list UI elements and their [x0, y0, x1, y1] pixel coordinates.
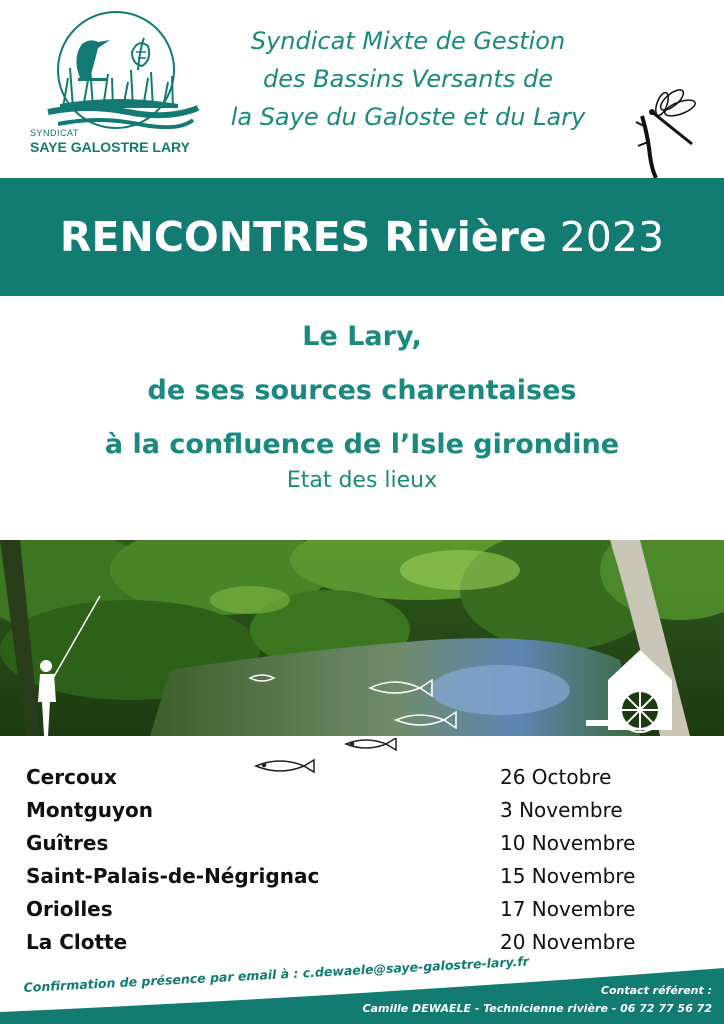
schedule-date: 17 Novembre	[500, 896, 636, 921]
schedule-row	[26, 892, 686, 925]
subtitle-line: Le Lary,	[302, 321, 422, 352]
schedule-date: 26 Octobre	[500, 764, 612, 789]
dragonfly-icon	[634, 86, 706, 180]
schedule-town: Oriolles	[26, 896, 113, 921]
schedule-row	[26, 859, 686, 892]
schedule-date: 3 Novembre	[500, 797, 623, 822]
org-line: la Saye du Galoste et du Lary	[230, 103, 586, 131]
schedule-town: Guîtres	[26, 830, 109, 855]
contact-details: Camille DEWAELE - Technicienne rivière - 06 72 77 56 72	[362, 1002, 712, 1015]
banner-title-text: RENCONTRES Rivière	[59, 213, 547, 261]
river-photo	[0, 540, 724, 736]
schedule-row	[26, 925, 686, 958]
schedule-list	[26, 760, 686, 958]
schedule-town: Cercoux	[26, 764, 117, 789]
schedule-row	[26, 826, 686, 859]
confirmation-email[interactable]: Confirmation de présence par email à : c.dewaele@saye-galostre-lary.fr	[23, 953, 530, 995]
event-subtitle	[0, 310, 724, 472]
org-line: des Bassins Versants de	[263, 65, 553, 93]
schedule-row	[26, 793, 686, 826]
schedule-town: La Clotte	[26, 929, 128, 954]
banner-title	[60, 213, 664, 261]
subtitle-line: à la confluence de l’Isle girondine	[104, 429, 620, 460]
banner-year: 2023	[559, 213, 665, 261]
schedule-town: Montguyon	[26, 797, 154, 822]
schedule-town: Saint-Palais-de-Négrignac	[26, 863, 320, 888]
schedule-date: 10 Novembre	[500, 830, 636, 855]
org-line: Syndicat Mixte de Gestion	[250, 27, 566, 55]
title-banner	[0, 178, 724, 296]
subtitle-line: de ses sources charentaises	[147, 375, 577, 406]
contact-label: Contact référent :	[600, 984, 712, 997]
schedule-date: 20 Novembre	[500, 929, 636, 954]
schedule-row	[26, 760, 686, 793]
logo-caption: SAYE GALOSTRE LARY	[30, 139, 190, 155]
tagline: Etat des lieux	[286, 468, 438, 493]
logo-caption-small: SYNDICAT	[30, 128, 79, 138]
schedule-date: 15 Novembre	[500, 863, 636, 888]
organization-name	[180, 22, 636, 136]
